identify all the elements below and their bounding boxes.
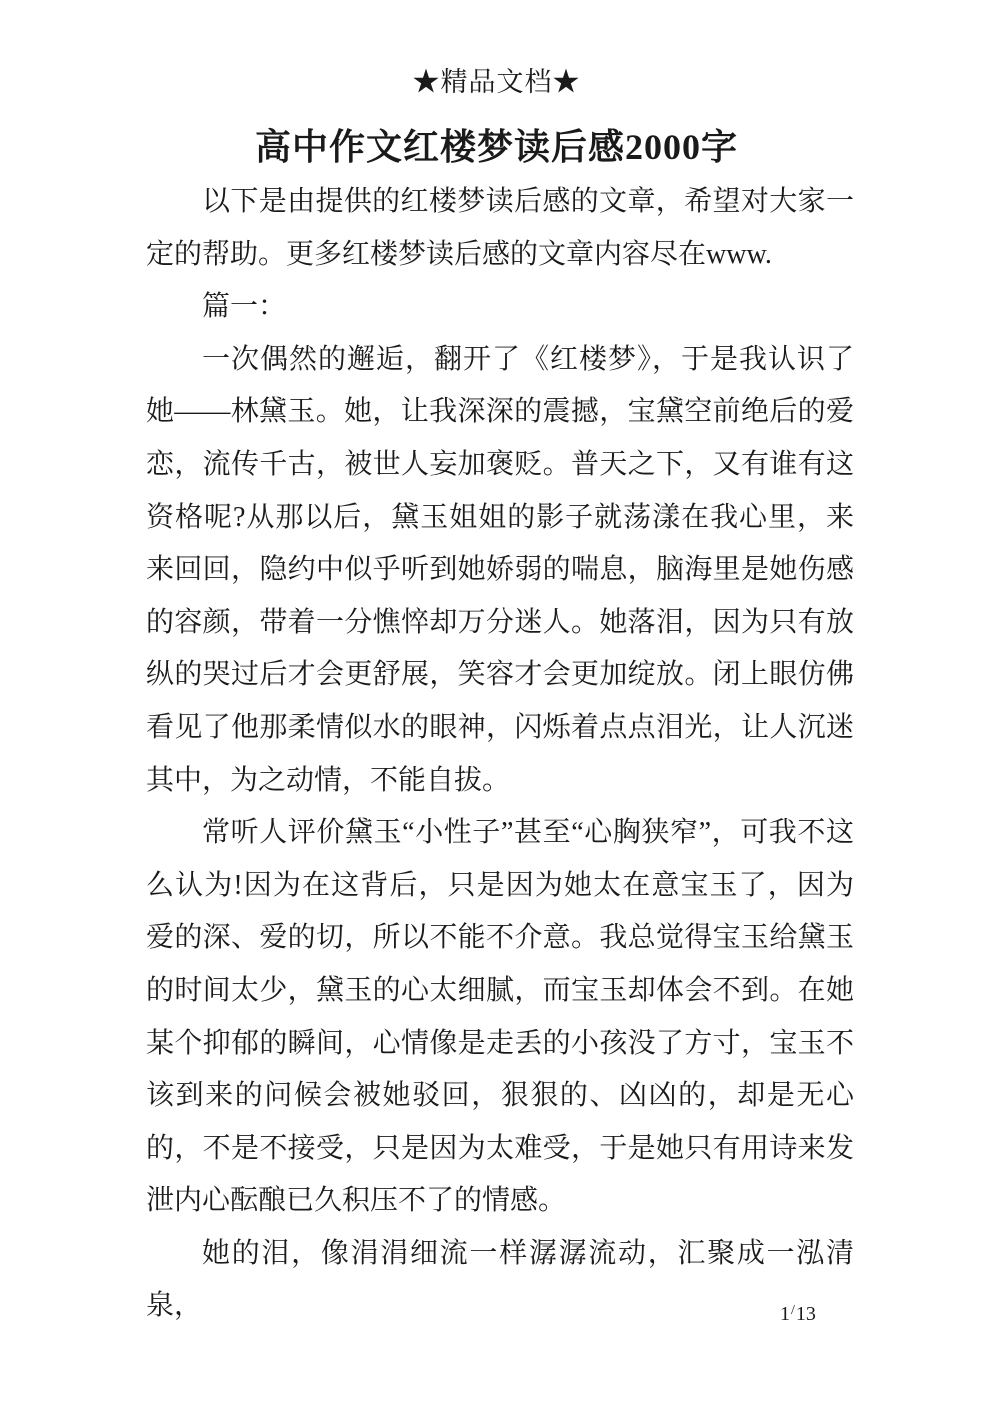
paragraph: 常听人评价黛玉“小性子”甚至“心胸狭窄”，可我不这么认为!因为在这背后，只是因为她太在意宝玉了，因为爱的深、爱的切，所以不能不介意。我总觉得宝玉给黛玉的时间太少，黛玉的心太细腻，而宝玉却体会不到。在她某个抑郁的瞬间，心情像是走丢的小孩没了方寸，宝玉不该到来的问候会被她驳回，狠狠的、凶凶的，却是无心的，不是不接受，只是因为太难受，于是她只有用诗来发泄内心酝酿已久积压不了的情感。 <box>146 817 854 1217</box>
doc-header-label: ★精品文档★ <box>412 67 581 97</box>
paragraph: 她的泪，像涓涓细流一样潺潺流动，汇聚成一泓清泉， <box>146 1237 854 1322</box>
doc-title: 高中作文红楼梦读后感2000字 <box>254 127 738 167</box>
doc-body <box>146 176 854 1333</box>
page-number-current: 1 <box>780 1303 790 1325</box>
page-number <box>780 1299 816 1326</box>
page-number-total: 13 <box>795 1303 816 1325</box>
paragraph: 一次偶然的邂逅，翻开了《红楼梦》，于是我认识了她——林黛玉。她，让我深深的震撼，宝黛空前绝后的爱恋，流传千古，被世人妄加褒贬。普天之下，又有谁有这资格呢?从那以后，黛玉姐姐的影子就荡漾在我心里，来来回回，隐约中似乎听到她娇弱的喘息，脑海里是她伤感的容颜，带着一分憔悴却万分迷人。她落泪，因为只有放纵的哭过后才会更舒展，笑容才会更加绽放。闭上眼仿佛看见了他那柔情似水的眼神，闪烁着点点泪光，让人沉迷其中，为之动情，不能自拔。 <box>146 343 854 796</box>
paragraph: 以下是由提供的红楼梦读后感的文章，希望对大家一定的帮助。更多红楼梦读后感的文章内容尽在www. <box>146 186 854 270</box>
page-number-separator: / <box>791 1303 795 1318</box>
paragraph: 篇一： <box>202 291 287 323</box>
